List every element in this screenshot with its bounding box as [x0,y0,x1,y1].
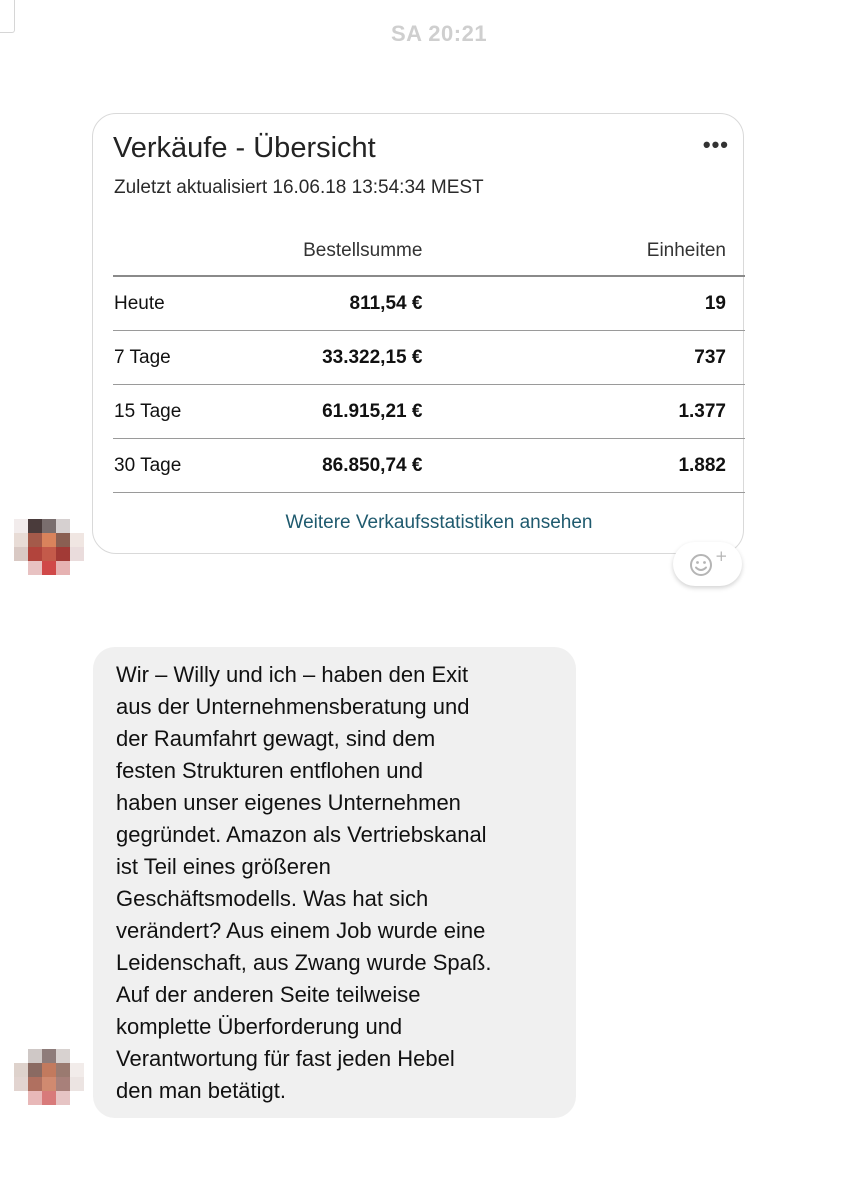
avatar-pixel [28,1049,42,1063]
avatar-pixel [56,1077,70,1091]
avatar-pixel [56,561,70,575]
avatar[interactable] [14,519,84,575]
row-period: 30 Tage [113,439,302,493]
message-text: Wir – Willy und ich – haben den Exit aus der Unternehmensberatung und der Raumfahrt gewagt, sind dem festen Strukturen entflohen und haben unser eigenes Unternehmen gegründet. Amazon als Vertriebskanal ist Teil eines größeren Geschäftsmodells. Was hat sich verändert? Aus einem Job wurde eine Leidenschaft, aus Zwang wurde Spaß. Auf der anderen Seite teilweise komplette Überforderung und Verantwortung für fast jeden Hebel den man betätigt. [116,662,492,1103]
avatar-pixel [14,1077,28,1091]
avatar-pixel [56,547,70,561]
reaction-plus-sign: + [714,549,728,565]
row-order-total: 61.915,21 € [302,385,646,439]
avatar-pixel [14,561,28,575]
table-row [113,276,745,331]
avatar-pixel [14,519,28,533]
more-options-icon[interactable]: ••• [702,132,729,157]
avatar-pixel [70,1077,84,1091]
row-period: 7 Tage [113,331,302,385]
avatar-pixel [42,561,56,575]
more-sales-stats-link[interactable]: Weitere Verkaufsstatistiken ansehen [285,512,593,533]
column-header-period [113,226,302,276]
sales-stats-table [113,226,745,493]
avatar-pixel [42,1077,56,1091]
avatar-pixel [28,519,42,533]
avatar-pixel [56,533,70,547]
avatar-pixel [42,547,56,561]
card-title: Verkäufe - Übersicht [113,132,376,164]
column-header-units: Einheiten [646,226,745,276]
avatar-pixel [42,533,56,547]
avatar-pixel [14,1063,28,1077]
avatar-pixel [28,1077,42,1091]
avatar-pixel [14,1049,28,1063]
table-header-row [113,226,745,276]
column-header-order-total: Bestellsumme [302,226,646,276]
row-period: 15 Tage [113,385,302,439]
add-reaction-button[interactable] [673,542,742,586]
message-timestamp: SA 20:21 [390,21,488,46]
avatar-pixel [70,561,84,575]
avatar-pixel [70,533,84,547]
avatar-pixel [28,533,42,547]
avatar-pixel [28,1091,42,1105]
avatar-pixel [70,1063,84,1077]
avatar-pixel [42,1063,56,1077]
avatar-pixel [14,533,28,547]
row-units: 737 [646,331,745,385]
sales-overview-card [92,113,744,554]
avatar-pixel [14,1091,28,1105]
avatar-pixel [42,1049,56,1063]
avatar-pixel [28,1063,42,1077]
row-order-total: 811,54 € [302,276,646,331]
row-period: Heute [113,276,302,331]
avatar-pixel [14,547,28,561]
avatar-pixel [70,519,84,533]
avatar-pixel [28,547,42,561]
avatar-pixel [42,519,56,533]
avatar-pixel [56,519,70,533]
row-units: 1.882 [646,439,745,493]
table-row [113,385,745,439]
message-bubble [93,647,576,1118]
table-row [113,439,745,493]
avatar-pixel [70,1049,84,1063]
row-units: 1.377 [646,385,745,439]
avatar-pixel [28,561,42,575]
avatar[interactable] [14,1049,84,1105]
avatar-pixel [56,1063,70,1077]
row-units: 19 [646,276,745,331]
avatar-pixel [42,1091,56,1105]
avatar-pixel [56,1049,70,1063]
table-row [113,331,745,385]
avatar-pixel [56,1091,70,1105]
row-order-total: 33.322,15 € [302,331,646,385]
last-updated-label: Zuletzt aktualisiert 16.06.18 13:54:34 MEST [114,177,484,198]
avatar-pixel [70,1091,84,1105]
avatar-pixel [70,547,84,561]
add-emoji-icon [688,549,728,579]
row-order-total: 86.850,74 € [302,439,646,493]
